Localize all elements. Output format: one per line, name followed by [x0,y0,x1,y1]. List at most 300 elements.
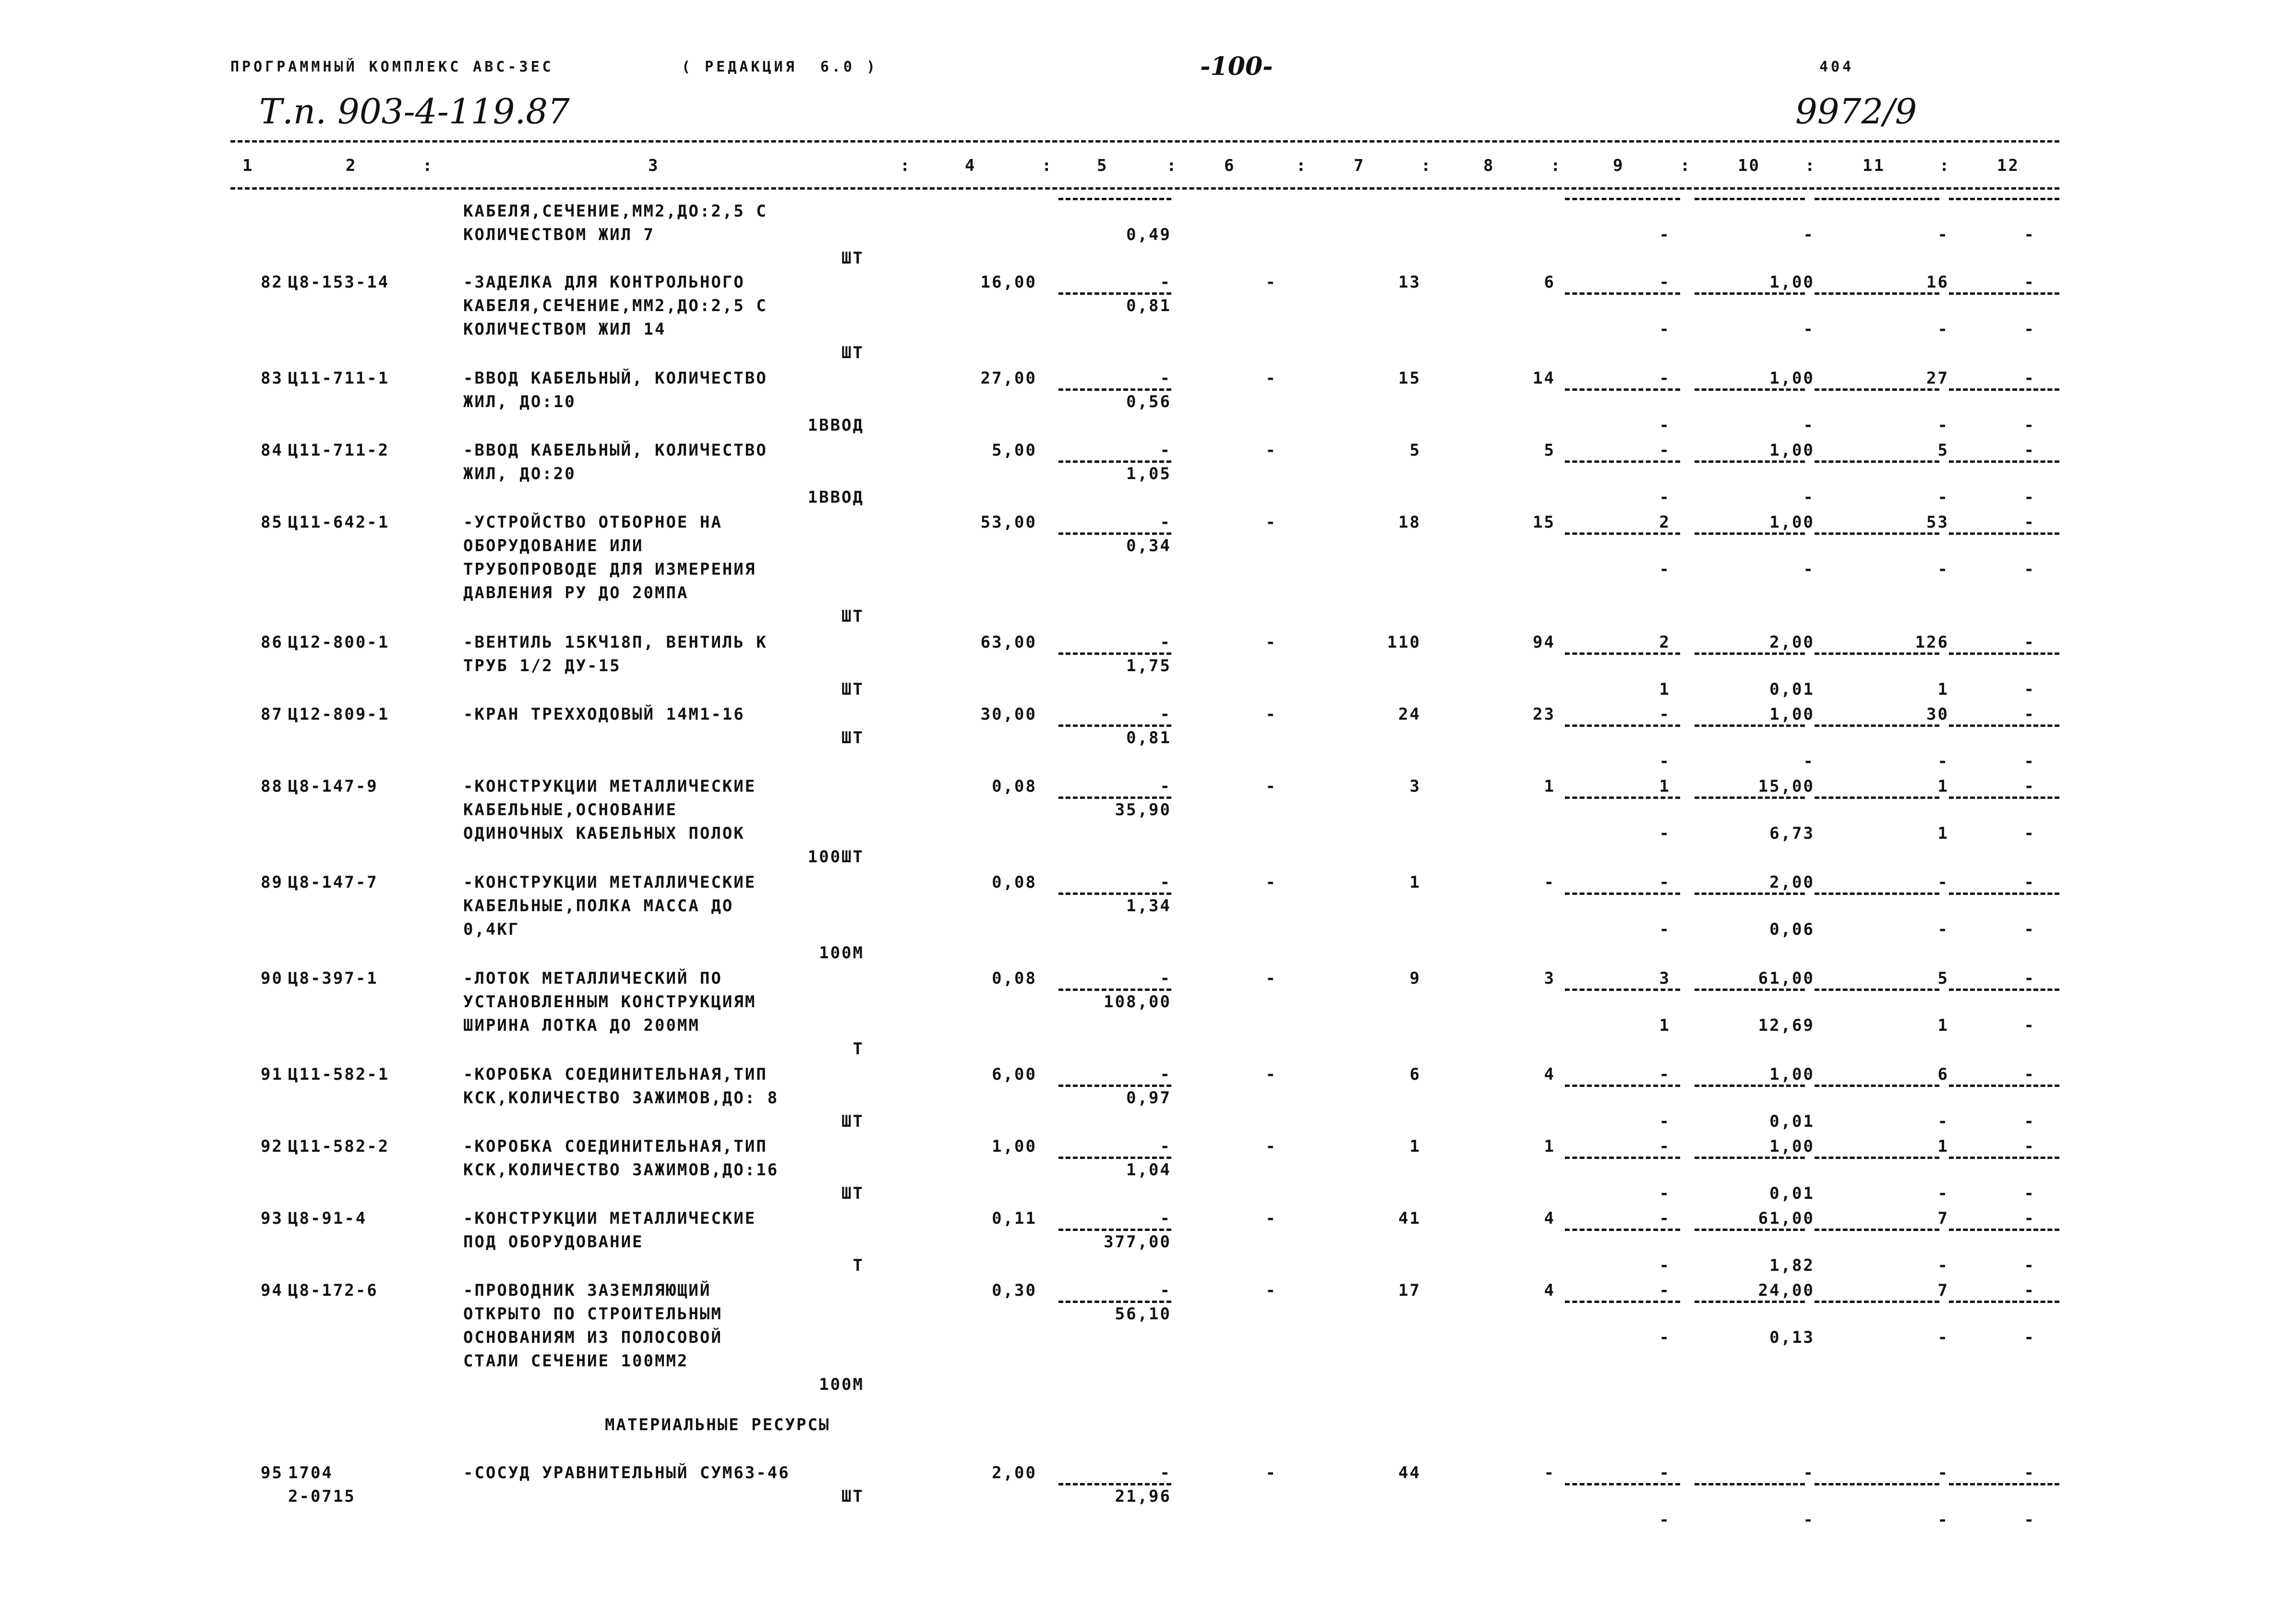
col11-bottom: - [1937,225,1949,244]
dashed-rule [1949,532,2059,535]
col5-bottom: 1,05 [1126,464,1171,483]
col10-bottom: 12,69 [1758,1016,1815,1035]
col5-top: - [1160,777,1171,796]
col5-top: - [1160,1281,1171,1300]
column-number: 4 [965,156,976,175]
col5-top: - [1160,705,1171,724]
dashed-rule [1565,1301,1680,1303]
dashed-rule [1058,989,1171,991]
col5-top: - [1160,873,1171,892]
col11-bottom: 1 [1937,680,1949,699]
col5-bottom: 0,34 [1126,536,1171,555]
col11-top: - [1937,873,1949,892]
col9-top: - [1659,369,1671,388]
col8: 23 [1533,705,1555,724]
item-description: КОЛИЧЕСТВОМ ЖИЛ 7 [463,225,655,244]
unit-label: 100М [819,1375,864,1394]
dashed-rule [1695,1301,1805,1303]
col6: - [1265,873,1277,892]
col12-top: - [2024,369,2035,388]
col6: - [1265,369,1277,388]
unit-label: 100ШТ [807,847,864,867]
dashed-rule [1695,1157,1805,1159]
item-description: 0,4КГ [463,920,520,939]
unit-label: 100М [819,943,864,963]
column-separator: : [1166,156,1178,175]
col12-top: - [2024,441,2035,460]
section-title: МАТЕРИАЛЬНЫЕ РЕСУРСЫ [605,1415,830,1435]
col7: 1 [1409,1137,1421,1156]
col7: 3 [1409,777,1421,796]
row-number: 85 [261,513,283,532]
col12-bottom: - [2024,320,2035,339]
col7: 110 [1387,633,1421,652]
col12-bottom: - [2024,680,2035,699]
col10-bottom: - [1803,488,1815,507]
col10-top: 24,00 [1758,1281,1815,1300]
column-number: 12 [1997,156,2020,175]
col12-top: - [2024,777,2035,796]
unit-label: 1ВВОД [807,488,864,507]
col11-bottom: 1 [1937,824,1949,843]
col11-bottom: - [1937,1184,1949,1203]
dashed-rule [1815,652,1939,655]
item-description: -КОНСТРУКЦИИ МЕТАЛЛИЧЕСКИЕ [463,777,757,796]
col8: 1 [1544,1137,1555,1156]
page-number-right: 404 [1819,59,1854,75]
col11-top: 27 [1926,369,1949,388]
col10-top: 1,00 [1769,705,1815,724]
row-number: 90 [261,969,283,988]
col5-bottom: 377,00 [1104,1232,1171,1252]
col10-top: 1,00 [1769,1065,1815,1084]
rate-code: Ц8-147-9 [288,777,378,796]
rate-code: Ц8-147-7 [288,873,378,892]
item-description: ОСНОВАНИЯМ ИЗ ПОЛОСОВОЙ [463,1328,722,1347]
dashed-rule [1058,292,1171,295]
quantity: 0,08 [992,777,1037,796]
quantity: 0,11 [992,1209,1037,1228]
quantity: 53,00 [980,513,1037,532]
rate-code: Ц11-582-2 [288,1137,390,1156]
row-number: 91 [261,1065,283,1084]
col12-bottom: - [2024,1112,2035,1131]
dashed-rule [1565,292,1680,295]
edition-label: ( РЕДАКЦИЯ 6.0 ) [682,59,878,75]
dashed-rule [1565,892,1680,895]
col12-top: - [2024,1463,2035,1483]
unit-label: ШТ [841,728,864,748]
col5-top: - [1160,1065,1171,1084]
col12-top: - [2024,1137,2035,1156]
dashed-rule [1695,724,1805,727]
dashed-rule [1695,796,1805,799]
dashed-rule [1695,989,1805,991]
document-code: 9972/9 [1795,91,1917,132]
col9-top: 2 [1659,513,1671,532]
col12-bottom: - [2024,416,2035,435]
dashed-rule [1949,1483,2059,1485]
rate-code: Ц8-91-4 [288,1209,367,1228]
col9-bottom: - [1659,920,1671,939]
col9-bottom: - [1659,824,1671,843]
col12-bottom: - [2024,225,2035,244]
quantity: 16,00 [980,273,1037,292]
item-description: КОЛИЧЕСТВОМ ЖИЛ 14 [463,320,666,339]
col6: - [1265,1281,1277,1300]
rate-code: 1704 [288,1463,333,1483]
col7: 1 [1409,873,1421,892]
col7: 18 [1398,513,1421,532]
dashed-rule [1815,1483,1939,1485]
col11-bottom: - [1937,1510,1949,1530]
row-number: 88 [261,777,283,796]
col5-top: - [1160,441,1171,460]
col8: 4 [1544,1281,1555,1300]
col9-bottom: - [1659,1184,1671,1203]
dashed-rule [1815,1157,1939,1159]
col11-top: 126 [1915,633,1949,652]
col10-bottom: - [1803,225,1815,244]
dashed-rule [1815,532,1939,535]
dashed-rule [1695,388,1805,391]
dashed-rule [1695,652,1805,655]
col9-bottom: - [1659,560,1671,579]
row-number: 86 [261,633,283,652]
row-number: 92 [261,1137,283,1156]
col9-bottom: - [1659,752,1671,771]
dashed-rule [1058,388,1171,391]
col12-top: - [2024,873,2035,892]
dashed-rule [1815,724,1939,727]
item-description: -ВЕНТИЛЬ 15КЧ18П, ВЕНТИЛЬ К [463,633,768,652]
item-description: -КРАН ТРЕХХОДОВЫЙ 14М1-16 [463,705,745,724]
col10-bottom: - [1803,1510,1815,1530]
col11-top: 1 [1937,1137,1949,1156]
item-description: -СОСУД УРАВНИТЕЛЬНЫЙ СУМ63-46 [463,1463,790,1483]
col10-bottom: 0,13 [1769,1328,1815,1347]
item-description: -КОРОБКА СОЕДИНИТЕЛЬНАЯ,ТИП [463,1137,768,1156]
col10-top: 61,00 [1758,1209,1815,1228]
col5-bottom: 1,34 [1126,896,1171,916]
col9-top: - [1659,1065,1671,1084]
dashed-rule [1058,460,1171,463]
col9-top: 1 [1659,777,1671,796]
col5-bottom: 56,10 [1115,1304,1171,1324]
col9-top: - [1659,441,1671,460]
column-separator: : [1939,156,1951,175]
col12-bottom: - [2024,1184,2035,1203]
dashed-rule [1815,460,1939,463]
col5-top: - [1160,513,1171,532]
rate-code: Ц11-582-1 [288,1065,390,1084]
col7: 15 [1398,369,1421,388]
quantity: 2,00 [992,1463,1037,1483]
dashed-rule [1058,1483,1171,1485]
col7: 9 [1409,969,1421,988]
column-number: 5 [1097,156,1108,175]
dashed-rule [1565,1157,1680,1159]
column-number: 3 [648,156,660,175]
page-number-center: -100- [1200,52,1273,81]
col5-top: - [1160,969,1171,988]
col11-bottom: - [1937,560,1949,579]
col9-bottom: - [1659,416,1671,435]
col11-bottom: - [1937,488,1949,507]
quantity: 5,00 [992,441,1037,460]
quantity: 0,08 [992,873,1037,892]
col6: - [1265,1209,1277,1228]
dashed-rule [1949,724,2059,727]
col5-bottom: 0,49 [1126,225,1171,244]
col5-top: - [1160,633,1171,652]
col12-top: - [2024,705,2035,724]
row-number: 89 [261,873,283,892]
col5-bottom: 0,56 [1126,392,1171,411]
col9-bottom: - [1659,488,1671,507]
col6: - [1265,1065,1277,1084]
column-number: 1 [242,156,254,175]
col12-bottom: - [2024,1328,2035,1347]
col6: - [1265,513,1277,532]
col11-bottom: - [1937,416,1949,435]
dashed-rule [1565,652,1680,655]
dashed-rule [1949,989,2059,991]
unit-label: ШТ [841,1487,864,1506]
dashed-rule [1949,292,2059,295]
col10-top: 1,00 [1769,513,1815,532]
col11-top: 16 [1926,273,1949,292]
column-number: 7 [1354,156,1365,175]
column-number: 11 [1863,156,1885,175]
col5-bottom: 0,81 [1126,728,1171,748]
col11-top: 7 [1937,1209,1949,1228]
dashed-rule [230,187,2059,190]
col9-top: - [1659,1281,1671,1300]
col9-top: 3 [1659,969,1671,988]
col9-bottom: 1 [1659,1016,1671,1035]
item-description: КАБЕЛЬНЫЕ,ПОЛКА МАССА ДО [463,896,734,916]
dashed-rule [1058,198,1171,200]
dashed-rule [1815,292,1939,295]
col10-top: 1,00 [1769,1137,1815,1156]
col11-top: 6 [1937,1065,1949,1084]
col11-bottom: - [1937,920,1949,939]
col5-top: - [1160,1137,1171,1156]
col7: 41 [1398,1209,1421,1228]
dashed-rule [1565,796,1680,799]
project-code: Т.п. 903-4-119.87 [259,91,570,132]
quantity: 0,08 [992,969,1037,988]
col10-bottom: - [1803,752,1815,771]
dashed-rule [1815,1301,1939,1303]
col9-top: - [1659,1209,1671,1228]
col7: 6 [1409,1065,1421,1084]
program-title: ПРОГРАММНЫЙ КОМПЛЕКС АВС-3ЕС [230,59,554,75]
item-description: -ЗАДЕЛКА ДЛЯ КОНТРОЛЬНОГО [463,273,745,292]
row-number: 84 [261,441,283,460]
col12-bottom: - [2024,560,2035,579]
unit-label: ШТ [841,1184,864,1203]
col6: - [1265,633,1277,652]
dashed-rule [1815,1085,1939,1087]
col8: 15 [1533,513,1555,532]
col10-top: 61,00 [1758,969,1815,988]
col5-top: - [1160,1209,1171,1228]
column-number: 8 [1483,156,1495,175]
unit-label: ШТ [841,680,864,699]
item-description: УСТАНОВЛЕННЫМ КОНСТРУКЦИЯМ [463,992,757,1012]
col8: 5 [1544,441,1555,460]
dashed-rule [1565,724,1680,727]
item-description: ДАВЛЕНИЯ РУ ДО 20МПА [463,583,689,603]
dashed-rule [1058,1157,1171,1159]
dashed-rule [1058,724,1171,727]
col5-top: - [1160,369,1171,388]
dashed-rule [1815,388,1939,391]
dashed-rule [1815,796,1939,799]
unit-label: ШТ [841,249,864,268]
col5-bottom: 0,97 [1126,1088,1171,1108]
column-number: 9 [1613,156,1624,175]
item-description: ЖИЛ, ДО:10 [463,392,576,411]
col12-bottom: - [2024,824,2035,843]
unit-label: 1ВВОД [807,416,864,435]
quantity: 30,00 [980,705,1037,724]
dashed-rule [1695,1229,1805,1231]
col12-bottom: - [2024,920,2035,939]
col11-bottom: - [1937,320,1949,339]
rate-code: Ц12-800-1 [288,633,390,652]
col7: 44 [1398,1463,1421,1483]
col12-top: - [2024,969,2035,988]
col5-bottom: 35,90 [1115,800,1171,820]
col11-bottom: 1 [1937,1016,1949,1035]
col11-top: 53 [1926,513,1949,532]
col10-bottom: 0,01 [1769,1112,1815,1131]
row-number: 82 [261,273,283,292]
col12-bottom: - [2024,1016,2035,1035]
dashed-rule [1058,796,1171,799]
col8: 4 [1544,1209,1555,1228]
col7: 13 [1398,273,1421,292]
item-description: СТАЛИ СЕЧЕНИЕ 100ММ2 [463,1351,689,1371]
col10-top: 2,00 [1769,873,1815,892]
row-number: 95 [261,1463,283,1483]
col5-bottom: 108,00 [1104,992,1171,1012]
col9-bottom: - [1659,1112,1671,1131]
col5-bottom: 21,96 [1115,1487,1171,1506]
col11-top: 30 [1926,705,1949,724]
column-separator: : [1042,156,1053,175]
item-description: ОТКРЫТО ПО СТРОИТЕЛЬНЫМ [463,1304,722,1324]
row-number: 83 [261,369,283,388]
col12-bottom: - [2024,1256,2035,1275]
item-description: ТРУБ 1/2 ДУ-15 [463,656,621,675]
col10-top: 1,00 [1769,369,1815,388]
col8: 6 [1544,273,1555,292]
dashed-rule [1695,460,1805,463]
dashed-rule [1949,1085,2059,1087]
dashed-rule [1058,652,1171,655]
dashed-rule [1058,1229,1171,1231]
col12-top: - [2024,513,2035,532]
col7: 24 [1398,705,1421,724]
rate-code: Ц12-809-1 [288,705,390,724]
rate-code: Ц8-153-14 [288,273,390,292]
col11-bottom: - [1937,1112,1949,1131]
dashed-rule [1565,1483,1680,1485]
col9-top: 2 [1659,633,1671,652]
item-description: ШИРИНА ЛОТКА ДО 200ММ [463,1016,700,1035]
col9-top: - [1659,705,1671,724]
col12-top: - [2024,273,2035,292]
item-description: ОДИНОЧНЫХ КАБЕЛЬНЫХ ПОЛОК [463,824,745,843]
col9-bottom: - [1659,225,1671,244]
item-description: КАБЕЛЯ,СЕЧЕНИЕ,ММ2,ДО:2,5 С [463,296,768,315]
col10-bottom: 0,01 [1769,1184,1815,1203]
col11-bottom: - [1937,1256,1949,1275]
dashed-rule [1058,892,1171,895]
col10-top: 1,00 [1769,273,1815,292]
dashed-rule [1949,460,2059,463]
column-separator: : [1805,156,1816,175]
col11-top: 5 [1937,441,1949,460]
item-description: ЖИЛ, ДО:20 [463,464,576,483]
col11-bottom: - [1937,1328,1949,1347]
column-number: 6 [1224,156,1236,175]
rate-code: Ц8-397-1 [288,969,378,988]
col10-bottom: 1,82 [1769,1256,1815,1275]
column-number: 2 [346,156,357,175]
dashed-rule [1058,532,1171,535]
col10-bottom: - [1803,320,1815,339]
dashed-rule [1949,1157,2059,1159]
rate-code: Ц11-642-1 [288,513,390,532]
item-description: -КОНСТРУКЦИИ МЕТАЛЛИЧЕСКИЕ [463,1209,757,1228]
quantity: 0,30 [992,1281,1037,1300]
col9-bottom: 1 [1659,680,1671,699]
dashed-rule [1565,388,1680,391]
col11-top: 5 [1937,969,1949,988]
column-separator: : [1421,156,1432,175]
dashed-rule [1695,532,1805,535]
col8: 3 [1544,969,1555,988]
unit-label: Т [853,1256,864,1275]
col9-bottom: - [1659,1510,1671,1530]
dashed-rule [1565,1085,1680,1087]
item-description: КСК,КОЛИЧЕСТВО ЗАЖИМОВ,ДО: 8 [463,1088,779,1108]
quantity: 1,00 [992,1137,1037,1156]
dashed-rule [230,140,2059,143]
item-description: КАБЕЛЬНЫЕ,ОСНОВАНИЕ [463,800,677,820]
col6: - [1265,1137,1277,1156]
col11-top: - [1937,1463,1949,1483]
dashed-rule [1695,1085,1805,1087]
col5-bottom: 1,04 [1126,1160,1171,1180]
col12-top: - [2024,633,2035,652]
col12-top: - [2024,1209,2035,1228]
col5-bottom: 0,81 [1126,296,1171,315]
unit-label: ШТ [841,343,864,362]
col10-top: 1,00 [1769,441,1815,460]
col8: 1 [1544,777,1555,796]
dashed-rule [1949,1301,2059,1303]
item-description: КАБЕЛЯ,СЕЧЕНИЕ,ММ2,ДО:2,5 С [463,202,768,221]
col9-top: - [1659,1137,1671,1156]
col9-bottom: - [1659,1328,1671,1347]
col10-top: - [1803,1463,1815,1483]
